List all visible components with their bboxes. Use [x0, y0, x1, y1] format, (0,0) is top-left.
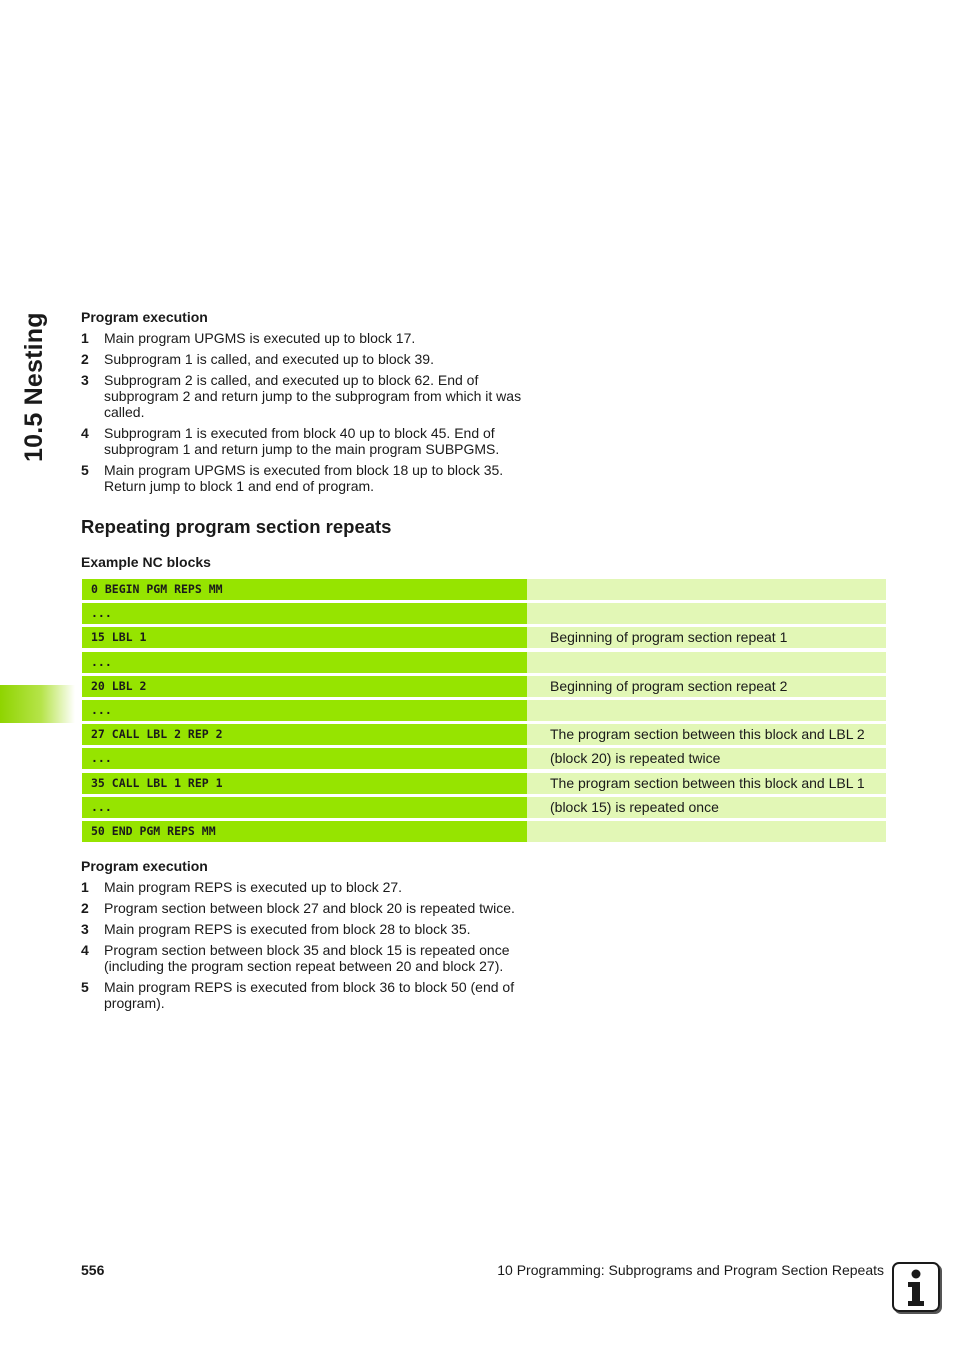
step-item — [81, 879, 531, 895]
nc-code-cell: ... — [82, 652, 527, 673]
step-text: Main program UPGMS is executed up to block 17. — [104, 330, 416, 346]
step-number: 4 — [81, 425, 89, 441]
step-number: 2 — [81, 900, 89, 916]
nc-block-row — [82, 652, 886, 673]
nc-block-row — [82, 773, 886, 794]
step-text: Program section between block 35 and block 15 is repeated once (including the program section repeat between 20 and block 27). — [104, 942, 510, 974]
example-label: Example NC blocks — [81, 554, 211, 570]
nc-code-cell: 50 END PGM REPS MM — [82, 821, 527, 842]
nc-code-cell: 15 LBL 1 — [82, 627, 527, 648]
nc-block-row — [82, 603, 886, 624]
step-item — [81, 462, 531, 494]
nc-comment-cell — [527, 603, 886, 624]
nc-comment-cell: (block 15) is repeated once — [527, 797, 886, 818]
section-tab-marker — [0, 685, 75, 723]
info-icon[interactable] — [892, 1262, 940, 1312]
nc-comment-cell — [527, 700, 886, 721]
step-text: Main program REPS is executed from block 36 to block 50 (end of program). — [104, 979, 515, 1011]
step-number: 4 — [81, 942, 89, 958]
step-text: Subprogram 1 is executed from block 40 up to block 45. End of subprogram 1 and return jump to the main program SUBPGMS. — [104, 425, 500, 457]
nc-code-cell: ... — [82, 603, 527, 624]
step-item — [81, 921, 531, 937]
step-item — [81, 942, 531, 974]
section-heading: Repeating program section repeats — [81, 516, 392, 537]
step-number: 5 — [81, 462, 89, 478]
step-item — [81, 330, 531, 346]
step-item — [81, 979, 531, 1011]
chapter-title: 10 Programming: Subprograms and Program Section Repeats — [497, 1262, 884, 1278]
nc-comment-cell: Beginning of program section repeat 1 — [527, 627, 886, 648]
step-item — [81, 425, 531, 457]
page-number: 556 — [81, 1262, 105, 1278]
program-execution-list-2 — [81, 879, 531, 1016]
step-item — [81, 372, 531, 420]
nc-block-row — [82, 676, 886, 697]
step-number: 5 — [81, 979, 89, 995]
step-text: Program section between block 27 and block 20 is repeated twice. — [104, 900, 515, 916]
program-execution-label-1: Program execution — [81, 309, 208, 325]
step-number: 1 — [81, 330, 89, 346]
nc-code-cell: ... — [82, 748, 527, 769]
program-execution-list-1 — [81, 330, 531, 499]
nc-code-cell: ... — [82, 700, 527, 721]
nc-code-cell: 0 BEGIN PGM REPS MM — [82, 579, 527, 600]
nc-code-cell: 35 CALL LBL 1 REP 1 — [82, 773, 527, 794]
step-text: Subprogram 1 is called, and executed up to block 39. — [104, 351, 434, 367]
nc-comment-cell: (block 20) is repeated twice — [527, 748, 886, 769]
program-execution-label-2: Program execution — [81, 858, 208, 874]
step-text: Main program REPS is executed from block 28 to block 35. — [104, 921, 471, 937]
step-number: 1 — [81, 879, 89, 895]
step-number: 3 — [81, 921, 89, 937]
side-section-title: 10.5 Nesting — [20, 312, 48, 462]
nc-comment-cell: The program section between this block and LBL 1 — [527, 773, 886, 794]
step-text: Subprogram 2 is called, and executed up to block 62. End of subprogram 2 and return jump to the subprogram from which it was called. — [104, 372, 522, 420]
nc-block-row — [82, 797, 886, 818]
step-number: 3 — [81, 372, 89, 388]
nc-block-row — [82, 748, 886, 769]
nc-block-row — [82, 627, 886, 648]
nc-block-row — [82, 579, 886, 600]
step-text: Main program REPS is executed up to block 27. — [104, 879, 403, 895]
nc-block-row — [82, 821, 886, 842]
step-item — [81, 351, 531, 367]
nc-comment-cell — [527, 821, 886, 842]
step-text: Main program UPGMS is executed from block 18 up to block 35. Return jump to block 1 and end of program. — [104, 462, 504, 494]
nc-comment-cell — [527, 579, 886, 600]
nc-comment-cell — [527, 652, 886, 673]
nc-comment-cell: Beginning of program section repeat 2 — [527, 676, 886, 697]
nc-code-cell: ... — [82, 797, 527, 818]
step-number: 2 — [81, 351, 89, 367]
nc-block-row — [82, 724, 886, 745]
nc-blocks-table — [82, 579, 886, 845]
nc-block-row — [82, 700, 886, 721]
nc-comment-cell: The program section between this block and LBL 2 — [527, 724, 886, 745]
nc-code-cell: 27 CALL LBL 2 REP 2 — [82, 724, 527, 745]
nc-code-cell: 20 LBL 2 — [82, 676, 527, 697]
step-item — [81, 900, 531, 916]
